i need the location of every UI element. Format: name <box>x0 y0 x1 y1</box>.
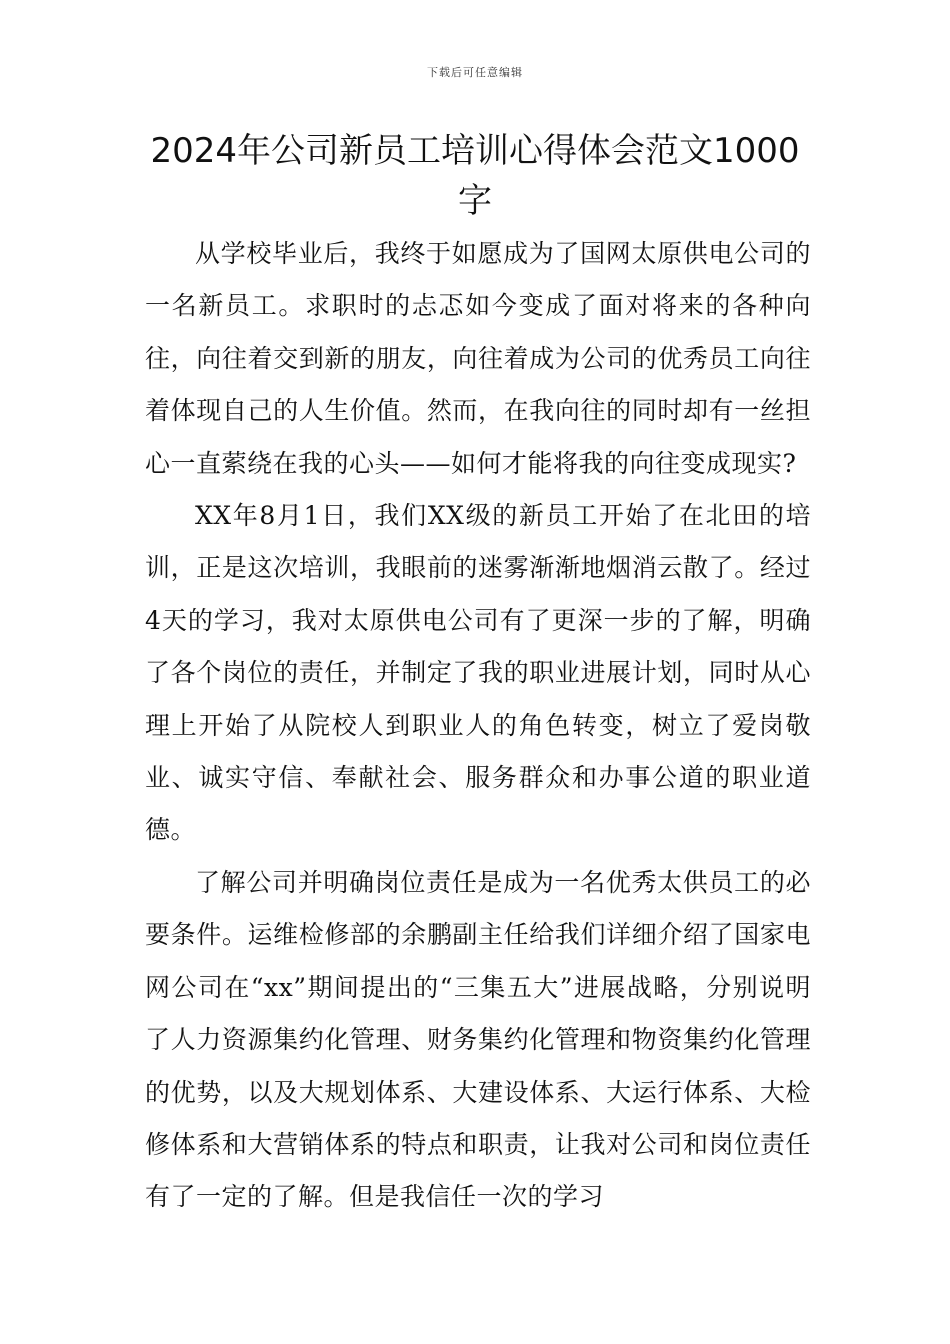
paragraph-1: 从学校毕业后，我终于如愿成为了国网太原供电公司的一名新员工。求职时的忐忑如今变成了面对将来的各种向往，向往着交到新的朋友，向往着成为公司的优秀员工向往着体现自己的人生价值。然而，在我向往的同时却有一丝担心一直萦绕在我的心头——如何才能将我的向往变成现实? <box>145 239 811 478</box>
document-body <box>145 228 811 1224</box>
header-note: 下载后可任意编辑 <box>427 66 523 79</box>
paragraph-2: XX年8月1日，我们XX级的新员工开始了在北田的培训，正是这次培训，我眼前的迷雾渐渐地烟消云散了。经过4天的学习，我对太原供电公司有了更深一步的了解，明确了各个岗位的责任，并制定了我的职业进展计划，同时从心理上开始了从院校人到职业人的角色转变，树立了爱岗敬业、诚实守信、奉献社会、服务群众和办事公道的职业道德。 <box>145 501 811 845</box>
paragraph-3: 了解公司并明确岗位责任是成为一名优秀太供员工的必要条件。运维检修部的余鹏副主任给我们详细介绍了国家电网公司在“xx”期间提出的“三集五大”进展战略，分别说明了人力资源集约化管理、财务集约化管理和物资集约化管理的优势，以及大规划体系、大建设体系、大运行体系、大检修体系和大营销体系的特点和职责，让我对公司和岗位责任有了一定的了解。但是我信任一次的学习 <box>145 867 811 1212</box>
document-title: 2024年公司新员工培训心得体会范文1000字 <box>150 131 800 221</box>
